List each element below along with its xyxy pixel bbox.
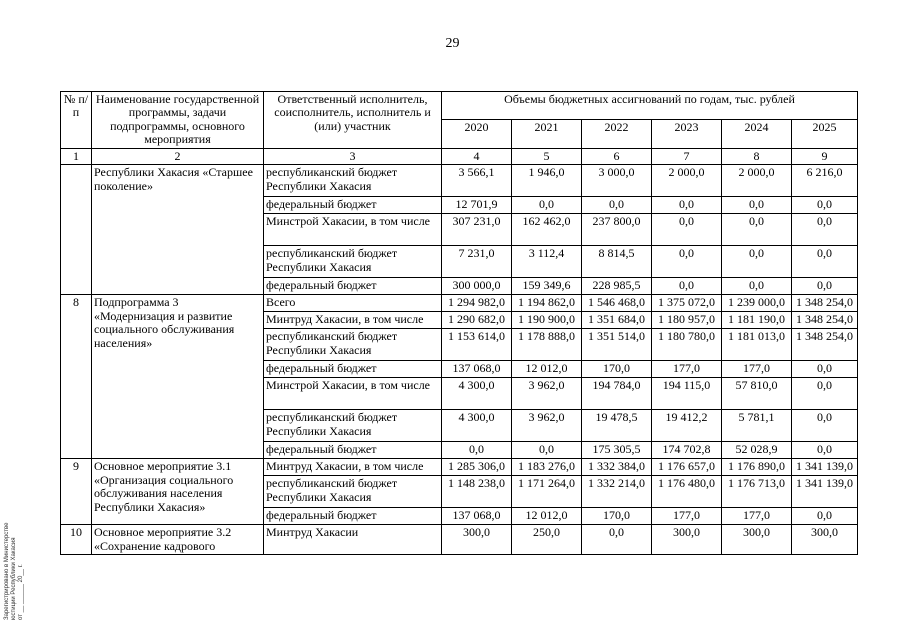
budget-value-cell: 1 341 139,0 xyxy=(792,476,858,508)
budget-value-cell: 300,0 xyxy=(722,525,792,555)
budget-value-cell: 3 112,4 xyxy=(512,246,582,278)
budget-value-cell: 300,0 xyxy=(652,525,722,555)
budget-value-cell: 3 566,1 xyxy=(442,165,512,197)
budget-value-cell: 0,0 xyxy=(652,278,722,295)
budget-value-cell: 0,0 xyxy=(652,214,722,246)
header-year: 2022 xyxy=(582,120,652,148)
budget-value-cell: 1 176 713,0 xyxy=(722,476,792,508)
header-year: 2020 xyxy=(442,120,512,148)
header-year: 2021 xyxy=(512,120,582,148)
budget-value-cell: 1 348 254,0 xyxy=(792,312,858,329)
budget-value-cell: 300,0 xyxy=(792,525,858,555)
budget-value-cell: 300,0 xyxy=(442,525,512,555)
budget-value-cell: 0,0 xyxy=(442,442,512,459)
budget-value-cell: 57 810,0 xyxy=(722,378,792,410)
budget-value-cell: 307 231,0 xyxy=(442,214,512,246)
row-number: 9 xyxy=(61,459,92,525)
executor-cell: федеральный бюджет xyxy=(264,278,442,295)
budget-value-cell: 0,0 xyxy=(792,214,858,246)
budget-value-cell: 1 194 862,0 xyxy=(512,295,582,312)
budget-value-cell: 0,0 xyxy=(792,197,858,214)
budget-value-cell: 300 000,0 xyxy=(442,278,512,295)
header-program: Наименование государственной программы, задачи подпрограммы, основного мероприятия xyxy=(92,92,264,149)
budget-value-cell: 0,0 xyxy=(792,378,858,410)
budget-value-cell: 1 285 306,0 xyxy=(442,459,512,476)
page-number: 29 xyxy=(445,36,460,51)
executor-cell: федеральный бюджет xyxy=(264,508,442,525)
budget-value-cell: 52 028,9 xyxy=(722,442,792,459)
budget-value-cell: 0,0 xyxy=(722,246,792,278)
budget-value-cell: 1 183 276,0 xyxy=(512,459,582,476)
row-number xyxy=(61,165,92,295)
executor-cell: Минстрой Хакасии, в том числе xyxy=(264,214,442,246)
budget-value-cell: 19 412,2 xyxy=(652,410,722,442)
header-no: № п/п xyxy=(61,92,92,149)
executor-cell: Минтруд Хакасии, в том числе xyxy=(264,312,442,329)
table-body xyxy=(61,165,858,555)
budget-value-cell: 12 701,9 xyxy=(442,197,512,214)
budget-value-cell: 0,0 xyxy=(582,525,652,555)
budget-value-cell: 1 351 684,0 xyxy=(582,312,652,329)
budget-value-cell: 1 946,0 xyxy=(512,165,582,197)
budget-table xyxy=(60,91,858,555)
column-number: 4 xyxy=(442,148,512,164)
registration-stamp xyxy=(2,505,42,620)
budget-value-cell: 250,0 xyxy=(512,525,582,555)
header-budget: Объемы бюджетных ассигнований по годам, тыс. рублей xyxy=(442,92,858,120)
program-name: Основное мероприятие 3.2 «Сохранение кадрового xyxy=(92,525,264,555)
budget-value-cell: 1 178 888,0 xyxy=(512,329,582,361)
stamp-line: юстиции Республики Хакасия xyxy=(11,537,17,620)
budget-value-cell: 1 348 254,0 xyxy=(792,295,858,312)
program-name: Основное мероприятие 3.1 «Организация социального обслуживания населения Республики Хакасия» xyxy=(92,459,264,525)
executor-cell: федеральный бюджет xyxy=(264,197,442,214)
budget-value-cell: 1 341 139,0 xyxy=(792,459,858,476)
budget-value-cell: 1 332 214,0 xyxy=(582,476,652,508)
budget-value-cell: 1 332 384,0 xyxy=(582,459,652,476)
executor-cell: республиканский бюджет Республики Хакасия xyxy=(264,246,442,278)
budget-value-cell: 1 546 468,0 xyxy=(582,295,652,312)
budget-value-cell: 1 148 238,0 xyxy=(442,476,512,508)
budget-value-cell: 0,0 xyxy=(512,442,582,459)
column-number: 7 xyxy=(652,148,722,164)
budget-value-cell: 175 305,5 xyxy=(582,442,652,459)
budget-value-cell: 1 239 000,0 xyxy=(722,295,792,312)
header-year: 2024 xyxy=(722,120,792,148)
row-number: 10 xyxy=(61,525,92,555)
budget-value-cell: 177,0 xyxy=(652,361,722,378)
budget-value-cell: 174 702,8 xyxy=(652,442,722,459)
header-executor: Ответственный исполнитель, соисполнитель, исполнитель и (или) участник xyxy=(264,92,442,149)
column-number: 1 xyxy=(61,148,92,164)
stamp-line: Зарегистрировано в Министерстве xyxy=(4,522,10,620)
budget-value-cell: 0,0 xyxy=(722,214,792,246)
budget-value-cell: 0,0 xyxy=(512,197,582,214)
budget-value-cell: 0,0 xyxy=(792,508,858,525)
budget-value-cell: 0,0 xyxy=(722,278,792,295)
budget-value-cell: 194 115,0 xyxy=(652,378,722,410)
budget-value-cell: 177,0 xyxy=(652,508,722,525)
budget-value-cell: 0,0 xyxy=(792,442,858,459)
executor-cell: федеральный бюджет xyxy=(264,442,442,459)
row-number: 8 xyxy=(61,295,92,459)
budget-value-cell: 1 190 900,0 xyxy=(512,312,582,329)
executor-cell: республиканский бюджет Республики Хакасия xyxy=(264,410,442,442)
budget-value-cell: 177,0 xyxy=(722,361,792,378)
executor-cell: республиканский бюджет Республики Хакасия xyxy=(264,165,442,197)
budget-value-cell: 4 300,0 xyxy=(442,378,512,410)
header-year: 2023 xyxy=(652,120,722,148)
table-header xyxy=(61,92,858,165)
table-row xyxy=(61,165,858,197)
budget-value-cell: 1 348 254,0 xyxy=(792,329,858,361)
executor-cell: республиканский бюджет Республики Хакасия xyxy=(264,329,442,361)
budget-value-cell: 1 181 190,0 xyxy=(722,312,792,329)
budget-value-cell: 159 349,6 xyxy=(512,278,582,295)
budget-value-cell: 0,0 xyxy=(792,246,858,278)
budget-value-cell: 194 784,0 xyxy=(582,378,652,410)
column-number: 8 xyxy=(722,148,792,164)
budget-value-cell: 1 181 013,0 xyxy=(722,329,792,361)
budget-value-cell: 1 294 982,0 xyxy=(442,295,512,312)
budget-value-cell: 4 300,0 xyxy=(442,410,512,442)
budget-value-cell: 162 462,0 xyxy=(512,214,582,246)
column-number: 5 xyxy=(512,148,582,164)
budget-value-cell: 12 012,0 xyxy=(512,361,582,378)
budget-value-cell: 1 180 957,0 xyxy=(652,312,722,329)
executor-cell: республиканский бюджет Республики Хакасия xyxy=(264,476,442,508)
table-row xyxy=(61,295,858,312)
column-numbering-row xyxy=(61,148,858,164)
header-year: 2025 xyxy=(792,120,858,148)
table-row xyxy=(61,525,858,555)
budget-value-cell: 1 171 264,0 xyxy=(512,476,582,508)
budget-value-cell: 137 068,0 xyxy=(442,361,512,378)
executor-cell: федеральный бюджет xyxy=(264,361,442,378)
budget-value-cell: 1 375 072,0 xyxy=(652,295,722,312)
budget-value-cell: 1 290 682,0 xyxy=(442,312,512,329)
executor-cell: Всего xyxy=(264,295,442,312)
stamp-line: от __ ______ 20__ г. xyxy=(18,564,24,620)
budget-value-cell: 137 068,0 xyxy=(442,508,512,525)
budget-value-cell: 8 814,5 xyxy=(582,246,652,278)
table-row xyxy=(61,459,858,476)
executor-cell: Минтруд Хакасии xyxy=(264,525,442,555)
column-number: 2 xyxy=(92,148,264,164)
budget-value-cell: 0,0 xyxy=(792,278,858,295)
budget-value-cell: 1 180 780,0 xyxy=(652,329,722,361)
budget-value-cell: 0,0 xyxy=(792,361,858,378)
column-number: 9 xyxy=(792,148,858,164)
executor-cell: Минстрой Хакасии, в том числе xyxy=(264,378,442,410)
budget-value-cell: 1 176 657,0 xyxy=(652,459,722,476)
budget-value-cell: 2 000,0 xyxy=(722,165,792,197)
column-number: 6 xyxy=(582,148,652,164)
budget-value-cell: 1 176 480,0 xyxy=(652,476,722,508)
executor-cell: Минтруд Хакасии, в том числе xyxy=(264,459,442,476)
budget-value-cell: 19 478,5 xyxy=(582,410,652,442)
budget-value-cell: 170,0 xyxy=(582,508,652,525)
budget-value-cell: 6 216,0 xyxy=(792,165,858,197)
budget-value-cell: 0,0 xyxy=(582,197,652,214)
column-number: 3 xyxy=(264,148,442,164)
budget-value-cell: 3 962,0 xyxy=(512,410,582,442)
program-name: Подпрограмма 3 «Модернизация и развитие социального обслуживания населения» xyxy=(92,295,264,459)
program-name: Республики Хакасия «Старшее поколение» xyxy=(92,165,264,295)
budget-value-cell: 3 000,0 xyxy=(582,165,652,197)
budget-value-cell: 5 781,1 xyxy=(722,410,792,442)
budget-value-cell: 1 176 890,0 xyxy=(722,459,792,476)
budget-value-cell: 1 153 614,0 xyxy=(442,329,512,361)
budget-value-cell: 7 231,0 xyxy=(442,246,512,278)
budget-value-cell: 12 012,0 xyxy=(512,508,582,525)
budget-value-cell: 0,0 xyxy=(652,197,722,214)
budget-value-cell: 170,0 xyxy=(582,361,652,378)
budget-value-cell: 0,0 xyxy=(652,246,722,278)
budget-value-cell: 228 985,5 xyxy=(582,278,652,295)
budget-value-cell: 3 962,0 xyxy=(512,378,582,410)
budget-value-cell: 2 000,0 xyxy=(652,165,722,197)
budget-value-cell: 237 800,0 xyxy=(582,214,652,246)
budget-value-cell: 177,0 xyxy=(722,508,792,525)
budget-value-cell: 1 351 514,0 xyxy=(582,329,652,361)
budget-value-cell: 0,0 xyxy=(792,410,858,442)
budget-value-cell: 0,0 xyxy=(722,197,792,214)
